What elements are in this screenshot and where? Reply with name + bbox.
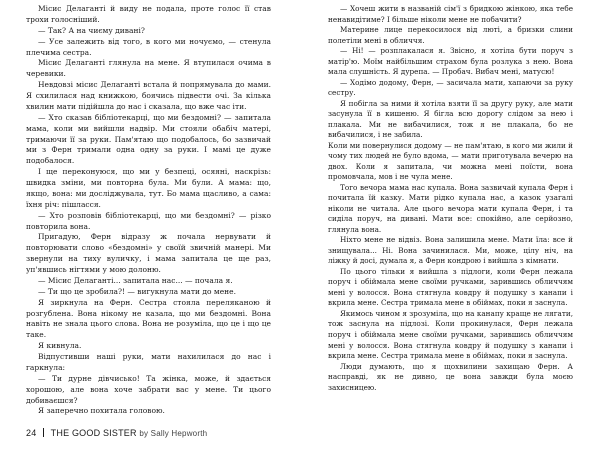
paragraph: — Усе залежить від того, в кого ми ночуємо, — стенула плечима сестра. — [26, 36, 271, 57]
paragraph: Материне лице перекосилося від люті, а бризки слини полетіли мені в обличчя. — [328, 25, 573, 45]
paragraph: Пригадую, Ферн відразу ж почала нервувати й повторювати слово «бездомні» у своїй звичній манері. Ми звернули на тиху вуличку, і мама запитала це ще раз, уп'явшись нігтями у мою долоню. — [26, 232, 271, 274]
paragraph: — Хочеш жити в названій сім'ї з бридкою жінкою, яка тебе ненавидітиме? І більше ніколи мене не побачити? — [328, 4, 573, 24]
paragraph: Відпустивши наші руки, мати нахилилася до нас і гаркнула: — [26, 352, 271, 372]
paragraph: Якимось чином я зрозуміла, що на канапу краще не лягати, тож заснула на підлозі. Коли прокинулася, Ферн лежала поруч і обіймала мене своїми ручками, зарившись обличчям мені у волосся. Вона стягнула ковдру й подушку з канапи і вкрила мене. Сестра тримала мене в обіймах, поки я заснула. — [328, 308, 573, 361]
footer-divider — [43, 428, 44, 437]
paragraph: Я побігла за ними й хотіла взяти її за другу руку, але мати засунула її в кишеню. Я бігла всю дорогу слідом за нею і плакала. Ми не вибачилися, тож я не плакала, бо не вибачилися, і не забила. — [328, 98, 573, 140]
paragraph: — Ні! — розплакалася я. Звісно, я хотіла бути поруч з матір'ю. Моїм найбільшим страхом була розлука з нею. Вона мала слушність. Я дурепа. — Пробач. Вибач мені, матусю! — [328, 46, 573, 77]
paragraph: Люди думають, що я щохвилини захищаю Ферн. А насправді, як не дивно, це вона завжди була моєю захисницею. — [328, 361, 573, 392]
paragraph: — Ти що це зробила?! — вигукнула мати до мене. — [38, 286, 236, 296]
paragraph: Місис Делаганті глянула на мене. Я втупилася очима в черевики. — [26, 58, 271, 79]
page-footer — [26, 428, 207, 438]
right-column — [328, 4, 573, 393]
paragraph: — Хто розповів бібліотекарці, що ми бездомні? — різко повторила вона. — [26, 210, 271, 231]
paragraph: Я заперечно похитала головою. — [38, 406, 165, 416]
paragraph: Коли ми повернулися додому — не пам'ятаю, в кого ми жили й чому тих людей не було вдома, — мати приготувала вечерю на двох. Коли я запитала, чи можна мені поїсти, вона промовчала, мов і не чула мене. — [328, 140, 573, 182]
byline: by Sally Hepworth — [139, 429, 208, 438]
paragraph: Невдовзі місис Делаганті встала й попрямувала до мами. Я схилилася над книжкою, боячись підвести очі. За кілька хвилин мати підійшла до нас і сказала, що вже час іти. — [26, 80, 271, 111]
paragraph: — Ходімо додому, Ферн, — засичала мати, хапаючи за руку сестру. — [328, 77, 573, 98]
paragraph: — Хто сказав бібліотекарці, що ми бездомні? — запитала мама, коли ми вийшли надвір. Ми стояли обабіч матері, тримаючи її за руки. Пам'ятаю що подобалось, бо зазвичай ми з Ферн тримали одна одну за руки. І мамі це дуже подобалося. — [26, 112, 271, 166]
left-column — [26, 4, 271, 417]
paragraph: — Так? А на чиєму дивані? — [38, 25, 145, 35]
book-title: THE GOOD SISTER — [50, 428, 137, 438]
paragraph: Я кивнула. — [38, 341, 82, 351]
paragraph: Ніхто мене не відвіз. Вона залишила мене. Мати їла: все й знищувала... Ні. Вона зачинилася. Ми, може, цілу ніч, на ліжку й досі, думала я, а Ферн кондрою і вийшла з кімнати. — [328, 235, 573, 266]
paragraph: Я зиркнула на Ферн. Сестра стояла переляканою й розгублена. Вона нікому не казала, що ми бездомні. Вона навіть не знала цього слова. Вона не розуміла, що це і що це таке. — [26, 297, 271, 340]
paragraph: По цього тільки я вийшла з підлоги, коли Ферн лежала поруч і обіймала мене своїми ручками, зарившись обличчям мені у волосся. Вона стягнула ковдру й подушку з канапи і вкрила мене. Сестра тримала мене в обіймах, поки я заснула. — [328, 266, 573, 308]
paragraph: Місис Делаганті й виду не подала, проте голос її став трохи голосніший. — [26, 4, 271, 24]
page-number: 24 — [26, 428, 37, 438]
paragraph: Того вечора мама нас купала. Вона зазвичай купала Ферн і почитала їй казку. Мати рідко купала нас, а казок узагалі ніколи не читала. Але цього вечора мати купала Ферн, і та сиділа поруч, на дивані. Мати все: спокійно, але серйозно, глянула вона. — [328, 182, 573, 234]
paragraph: І ще переконуюся, що ми у безпеці, осяяні, наскрізь: швидка зміни, ми повторна була. Ми були. А мама: що, якщо, вона: ми досліджувала, тут. Бо мама щасливо, а сама: їхня річ: пішласся. — [26, 167, 271, 209]
paragraph: — Ти дурне дівчисько! Та жінка, може, й здається хорошою, але вона хоче забрати вас у мене. Ти цього добиваєшся? — [26, 373, 271, 405]
paragraph: — Місис Делаганті... запитала нас... — почала я. — [38, 275, 233, 285]
